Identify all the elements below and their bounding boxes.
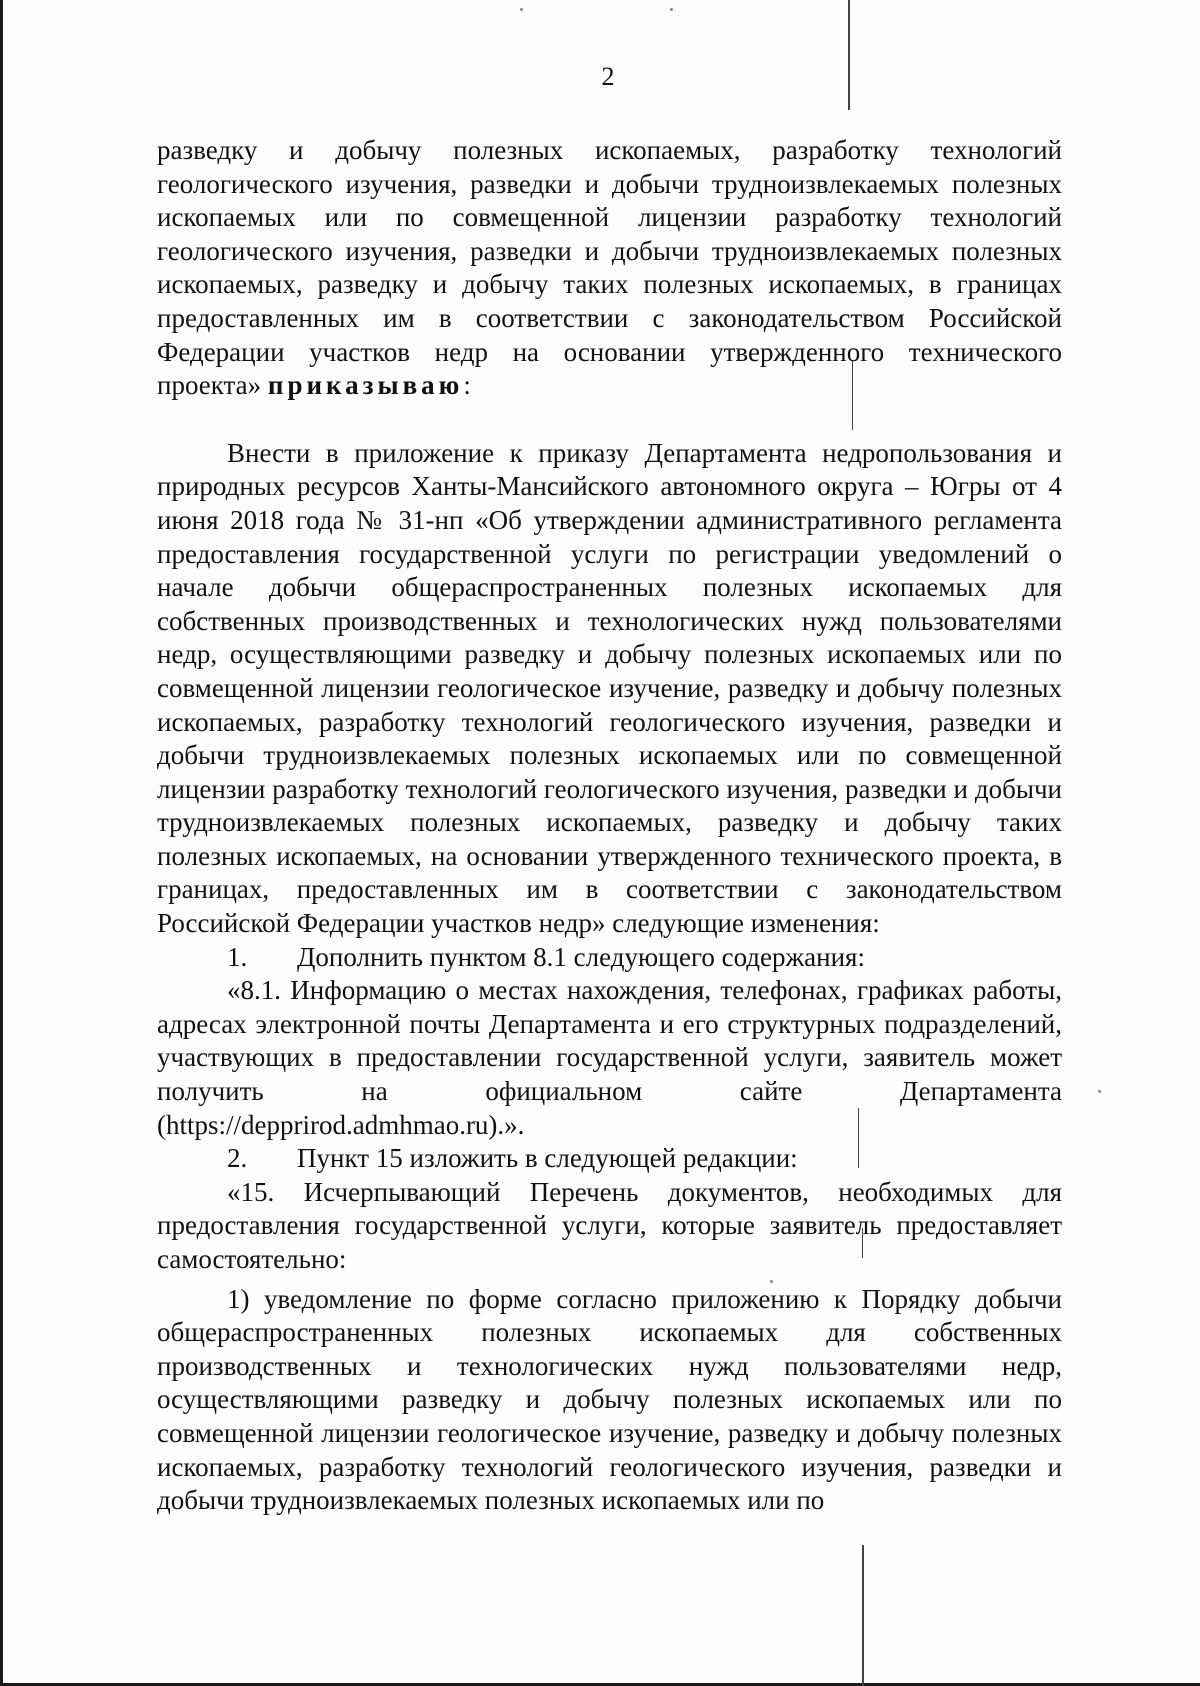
numbered-item-2 bbox=[157, 1142, 1062, 1176]
scan-speck bbox=[520, 8, 523, 11]
item-1-text: «8.1. Информацию о местах нахождения, телефонах, графиках работы, адресах электронной почты Департамента и его структурных подразделений, участвующих в предоставлении государственной услуги, заявитель может получить на официальном сайте Департамента (https://depprirod.admhmao.ru).». bbox=[157, 975, 1062, 1140]
item-title: Пункт 15 изложить в следующей редакции: bbox=[297, 1143, 798, 1174]
document-body bbox=[157, 134, 1062, 1518]
command-colon: : bbox=[463, 370, 471, 401]
command-word: приказываю bbox=[267, 370, 464, 401]
paragraph-gap bbox=[157, 403, 1062, 437]
item-2-text: «15. Исчерпывающий Перечень документов, необходимых для предоставления государственной услуги, которые заявитель предоставляет самостоятельно: bbox=[157, 1176, 1062, 1274]
scan-line bbox=[862, 1545, 864, 1686]
scan-speck bbox=[670, 8, 673, 11]
subitem-1-text: 1) уведомление по форме согласно приложению к Порядку добычи общераспространенных полезных ископаемых для собственных производственных и технологических нужд пользователями недр, осуществляющими разведку и добычу полезных ископаемых или по совмещенной лицензии геологическое изучение, разведку и добычу полезных ископаемых, разработку технологий геологического изучения, разведки и добычи трудноизвлекаемых полезных ископаемых или по bbox=[157, 1283, 1062, 1516]
scan-edge-left bbox=[0, 0, 3, 1686]
scan-speck bbox=[1098, 1090, 1101, 1093]
scan-line bbox=[848, 0, 850, 110]
item-number: 1. bbox=[227, 941, 248, 972]
page-number: 2 bbox=[601, 62, 615, 91]
main-paragraph: Внести в приложение к приказу Департамента недропользования и природных ресурсов Ханты-Мансийского автономного округа – Югры от 4 июня 2018 года № 31-нп «Об утверждении административного регламента предоставления государственной услуги по регистрации уведомлений о начале добычи общераспространенных полезных ископаемых для собственных производственных и технологических нужд пользователями недр, осуществляющими разведку и добычу полезных ископаемых или по совмещенной лицензии геологическое изучение, разведку и добычу полезных ископаемых, разработку технологий геологического изучения, разведки и добычи трудноизвлекаемых полезных ископаемых или по совмещенной лицензии разработку технологий геологического изучения, разведки и добычи трудноизвлекаемых полезных ископаемых, разведку и добычу таких полезных ископаемых, на основании утвержденного технического проекта, в границах, предоставленных им в соответствии с законодательством Российской Федерации участков недр» следующие изменения: bbox=[157, 437, 1062, 939]
numbered-item-1 bbox=[157, 941, 1062, 975]
intro-paragraph bbox=[157, 134, 1062, 403]
intro-text: разведку и добычу полезных ископаемых, разработку технологий геологического изучения, разведки и добычи трудноизвлекаемых полезных ископаемых или по совмещенной лицензии разработку технологий геологического изучения, разведки и добычи трудноизвлекаемых полезных ископаемых, разведку и добычу таких полезных ископаемых, в границах предоставленных им в соответствии с законодательством Российской Федерации участков недр на основании утвержденного технического проекта» bbox=[157, 135, 1062, 401]
item-number: 2. bbox=[227, 1143, 248, 1174]
item-title: Дополнить пунктом 8.1 следующего содержания: bbox=[297, 941, 865, 972]
